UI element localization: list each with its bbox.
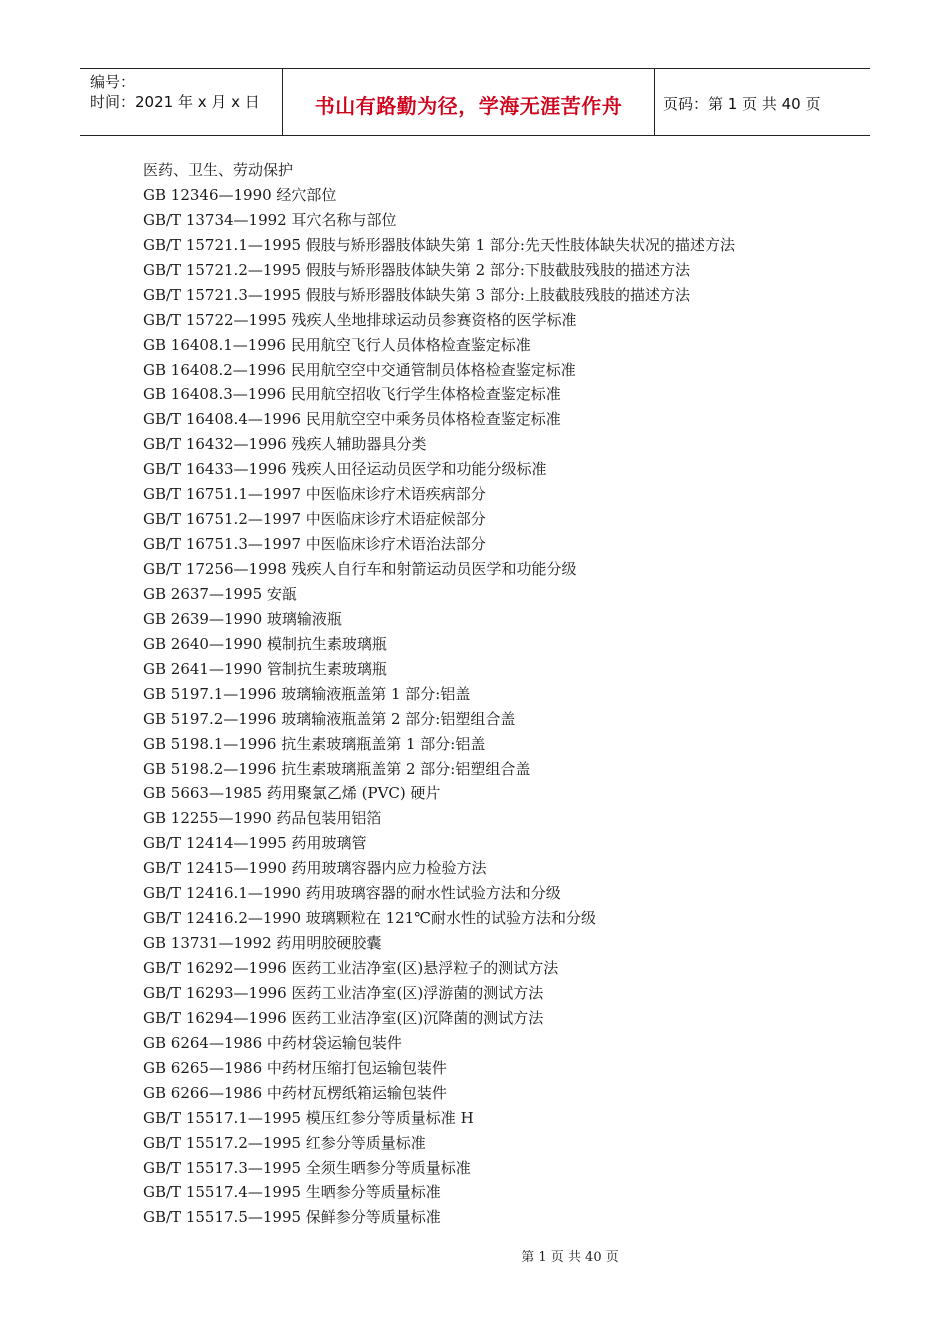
standard-entry: GB 13731—1992 药用明胶硬胶囊 [143, 934, 382, 953]
standard-entry: GB 16408.2—1996 民用航空空中交通管制员体格检查鉴定标准 [143, 360, 576, 379]
number-label: 编号： [90, 73, 136, 91]
standard-entry: GB/T 16751.3—1997 中医临床诊疗术语治法部分 [143, 535, 486, 554]
header-page-info: 页码：第 1 页 共 40 页 [663, 94, 821, 113]
standard-entry: GB 6264—1986 中药材袋运输包装件 [143, 1033, 402, 1052]
header-meta [80, 69, 283, 135]
standard-entry: GB 16408.3—1996 民用航空招收飞行学生体格检查鉴定标准 [143, 385, 561, 404]
standard-entry: GB/T 15721.1—1995 假肢与矫形器肢体缺失第 1 部分:先天性肢体缺失状况的描述方法 [143, 235, 735, 254]
standard-entry: GB/T 15517.1—1995 模压红参分等质量标准 H [143, 1108, 474, 1127]
page-footer: 第 1 页 共 40 页 [521, 1250, 619, 1265]
standard-entry: GB/T 12416.2—1990 玻璃颗粒在 121℃耐水性的试验方法和分级 [143, 909, 596, 928]
standard-entry: GB/T 16432—1996 残疾人辅助器具分类 [143, 435, 427, 454]
standard-entry: GB 2637—1995 安瓿 [143, 584, 297, 603]
standard-entry: GB 6266—1986 中药材瓦楞纸箱运输包装件 [143, 1083, 447, 1102]
standard-entry: GB/T 12416.1—1990 药用玻璃容器的耐水性试验方法和分级 [143, 884, 561, 903]
standard-entry: GB 5198.2—1996 抗生素玻璃瓶盖第 2 部分:铝塑组合盖 [143, 759, 531, 778]
standard-entry: GB/T 15722—1995 残疾人坐地排球运动员参赛资格的医学标准 [143, 310, 577, 329]
standard-entry: GB 5198.1—1996 抗生素玻璃瓶盖第 1 部分:铝盖 [143, 734, 486, 753]
standard-entry: GB/T 15517.5—1995 保鲜参分等质量标准 [143, 1208, 441, 1227]
page-header [80, 68, 870, 136]
standard-entry: GB/T 16408.4—1996 民用航空空中乘务员体格检查鉴定标准 [143, 410, 561, 429]
standard-entry: GB 6265—1986 中药材压缩打包运输包装件 [143, 1058, 447, 1077]
standard-entry: GB/T 16751.1—1997 中医临床诊疗术语疾病部分 [143, 485, 486, 504]
standard-entry: GB/T 17256—1998 残疾人自行车和射箭运动员医学和功能分级 [143, 560, 577, 578]
standard-entry: GB/T 16292—1996 医药工业洁净室(区)悬浮粒子的测试方法 [143, 959, 559, 977]
standard-entry: GB 2641—1990 管制抗生素玻璃瓶 [143, 659, 387, 678]
standard-entry: GB/T 16294—1996 医药工业洁净室(区)沉降菌的测试方法 [143, 1008, 544, 1027]
standard-entry: GB/T 15721.2—1995 假肢与矫形器肢体缺失第 2 部分:下肢截肢残肢的描述方法 [143, 260, 690, 279]
standard-entry: GB/T 16751.2—1997 中医临床诊疗术语症候部分 [143, 510, 486, 529]
header-motto: 书山有路勤为径，学海无涯苦作舟 [283, 69, 655, 135]
standard-entry: GB 12255—1990 药品包装用铝箔 [143, 809, 382, 828]
standard-entry: GB 5197.2—1996 玻璃输液瓶盖第 2 部分:铝塑组合盖 [143, 709, 516, 728]
standard-entry: GB/T 15517.4—1995 生晒参分等质量标准 [143, 1183, 441, 1202]
standard-entry: GB/T 15517.2—1995 红参分等质量标准 [143, 1133, 426, 1152]
standard-entry: GB 12346—1990 经穴部位 [143, 185, 337, 204]
standard-entry: GB/T 13734—1992 耳穴名称与部位 [143, 210, 397, 229]
standard-entry: GB/T 15517.3—1995 全须生晒参分等质量标准 [143, 1158, 471, 1177]
standard-entry: GB 2639—1990 玻璃输液瓶 [143, 609, 342, 628]
standard-entry: GB 5197.1—1996 玻璃输液瓶盖第 1 部分:铝盖 [143, 684, 471, 703]
section-heading: 医药、卫生、劳动保护 [143, 161, 294, 179]
standard-entry: GB/T 12415—1990 药用玻璃容器内应力检验方法 [143, 859, 487, 878]
standard-entry: GB/T 16433—1996 残疾人田径运动员医学和功能分级标准 [143, 460, 547, 479]
standard-entry: GB 2640—1990 模制抗生素玻璃瓶 [143, 634, 387, 653]
standard-entry: GB 5663—1985 药用聚氯乙烯 (PVC) 硬片 [143, 784, 441, 803]
standards-list [143, 158, 843, 1230]
date-line: 时间：2021 年 x 月 x 日 [90, 93, 260, 111]
standard-entry: GB/T 16293—1996 医药工业洁净室(区)浮游菌的测试方法 [143, 983, 544, 1002]
standard-entry: GB 16408.1—1996 民用航空飞行人员体格检查鉴定标准 [143, 335, 531, 354]
standard-entry: GB/T 12414—1995 药用玻璃管 [143, 834, 367, 853]
standard-entry: GB/T 15721.3—1995 假肢与矫形器肢体缺失第 3 部分:上肢截肢残肢的描述方法 [143, 285, 690, 304]
